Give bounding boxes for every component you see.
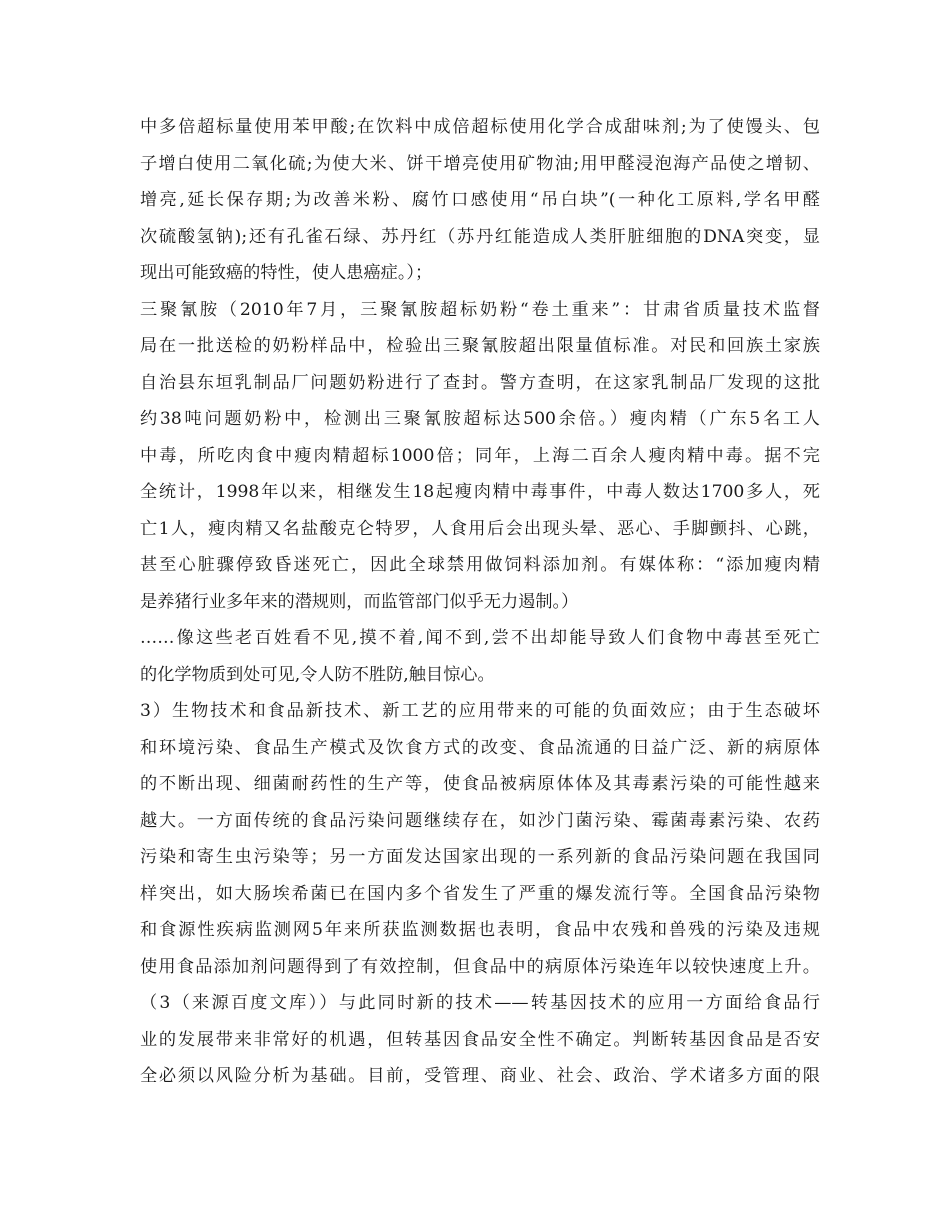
- text-line: 增亮,延长保存期;为改善米粉、腐竹口感使用“吊白块”(一种化工原料,学名甲醛: [140, 190, 820, 210]
- document-body: [140, 109, 820, 1095]
- text-line: 的不断出现、细菌耐药性的生产等，使食品被病原体体及其毒素污染的可能性越来: [140, 774, 820, 794]
- text-line: 越大。一方面传统的食品污染问题继续存在，如沙门菌污染、霉菌毒素污染、农药: [140, 810, 820, 831]
- text-line: （3（来源百度文库））与此同时新的技术——转基因技术的应用一方面给食品行: [140, 993, 820, 1013]
- text-line: 样突出，如大肠埃希菌已在国内多个省发生了严重的爆发流行等。全国食品污染物: [140, 883, 820, 904]
- text-line: 污染和寄生虫污染等；另一方面发达国家出现的一系列新的食品污染问题在我国同: [140, 847, 820, 867]
- text-line: 业的发展带来非常好的机遇，但转基因食品安全性不确定。判断转基因食品是否安: [140, 1029, 820, 1050]
- text-line: 3）生物技术和食品新技术、新工艺的应用带来的可能的负面效应；由于生态破坏: [140, 701, 820, 721]
- text-line: 全必须以风险分析为基础。目前，受管理、商业、社会、政治、学术诸多方面的限: [140, 1066, 820, 1086]
- text-line: 是养猪行业多年来的潜规则，而监管部门似乎无力遏制。）: [140, 591, 579, 612]
- text-line: 亡1人，瘦肉精又名盐酸克仑特罗，人食用后会出现头晕、恶心、手脚颤抖、心跳，: [140, 518, 820, 539]
- text-line: 和食源性疾病监测网5年来所获监测数据也表明，食品中农残和兽残的污染及违规: [140, 920, 820, 940]
- text-line: 使用食品添加剂问题得到了有效控制，但食品中的病原体污染连年以较快速度上升。: [140, 956, 820, 977]
- text-line: ……像这些老百姓看不见,摸不着,闻不到,尝不出却能导致人们食物中毒甚至死亡: [140, 628, 820, 648]
- text-line: 的化学物质到处可见,令人防不胜防,触目惊心。: [140, 664, 495, 685]
- text-line: 三聚氰胺（2010年7月，三聚氰胺超标奶粉“卷土重来”：甘肃省质量技术监督: [140, 299, 820, 320]
- text-line: 中多倍超标量使用苯甲酸;在饮料中成倍超标使用化学合成甜味剂;为了使馒头、包: [140, 117, 820, 137]
- text-line: 和环境污染、食品生产模式及饮食方式的改变、食品流通的日益广泛、新的病原体: [140, 737, 820, 758]
- text-line: 自治县东垣乳制品厂问题奶粉进行了查封。警方查明，在这家乳制品厂发现的这批: [140, 372, 820, 393]
- text-line: 中毒，所吃肉食中瘦肉精超标1000倍；同年，上海二百余人瘦肉精中毒。据不完: [140, 445, 820, 466]
- text-line: 子增白使用二氧化硫;为使大米、饼干增亮使用矿物油;用甲醛浸泡海产品使之增韧、: [140, 153, 820, 174]
- text-line: 甚至心脏骤停致昏迷死亡，因此全球禁用做饲料添加剂。有媒体称：“添加瘦肉精: [140, 555, 820, 575]
- text-line: 次硫酸氢钠);还有孔雀石绿、苏丹红（苏丹红能造成人类肝脏细胞的DNA突变，显: [140, 226, 820, 247]
- text-line: 约38吨问题奶粉中，检测出三聚氰胺超标达500余倍。）瘦肉精（广东5名工人: [140, 409, 820, 429]
- text-line: 全统计，1998年以来，相继发生18起瘦肉精中毒事件，中毒人数达1700多人，死: [140, 482, 820, 502]
- text-line: 现出可能致癌的特性，使人患癌症。）；: [140, 263, 433, 283]
- text-line: 局在一批送检的奶粉样品中，检验出三聚氰胺超出限量值标准。对民和回族土家族: [140, 336, 820, 356]
